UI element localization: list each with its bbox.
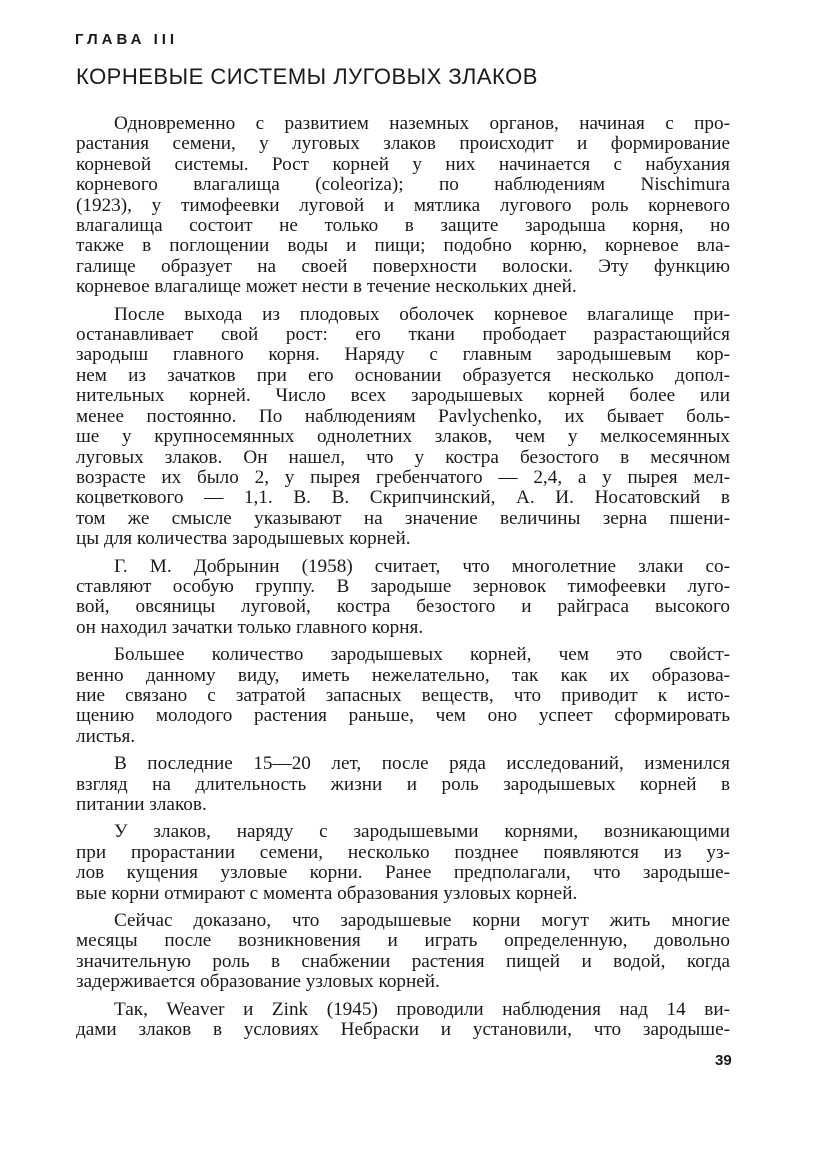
paragraph (76, 645, 730, 747)
text-line: нем из зачатков при его основании образуется несколько допол- (76, 364, 730, 386)
text-line: он находил зачатки только главного корня. (76, 616, 424, 638)
paragraph (76, 305, 730, 550)
text-line: После выхода из плодовых оболочек корневое влагалище при- (114, 303, 730, 325)
text-line: щению молодого растения раньше, чем оно успеет сформировать (76, 705, 730, 727)
text-line: Большее количество зародышевых корней, чем это свойст- (114, 644, 730, 666)
section-title: КОРНЕВЫЕ СИСТЕМЫ ЛУГОВЫХ ЗЛАКОВ (76, 64, 538, 89)
text-line: менее постоянно. По наблюдениям Pavlychenko, их бывает боль- (76, 405, 730, 427)
text-line: растания семени, у луговых злаков происходит и формирование (76, 133, 730, 155)
text-line: ставляют особую группу. В зародыше зерновок тимофеевки луго- (76, 575, 730, 597)
body-text (76, 114, 730, 1047)
paragraph (76, 1000, 730, 1041)
text-line: цы для количества зародышевых корней. (76, 528, 411, 550)
paragraph (76, 114, 730, 298)
text-line: зародыш главного корня. Наряду с главным зародышевым кор- (76, 344, 730, 366)
text-line: также в поглощении воды и пищи; подобно корню, корневое вла- (76, 235, 730, 257)
text-line: Сейчас доказано, что зародышевые корни могут жить многие (114, 910, 730, 932)
text-line: лов кущения узловые корни. Ранее предполагали, что зародыше- (76, 862, 730, 884)
text-line: Так, Weaver и Zink (1945) проводили наблюдения над 14 ви- (114, 998, 730, 1020)
text-line: дами злаков в условиях Небраски и установили, что зародыше- (76, 1019, 730, 1041)
text-line: том же смысле указывают на значение величины зерна пшени- (76, 507, 730, 529)
text-line: задерживается образование узловых корней. (76, 971, 440, 993)
text-line: корневой системы. Рост корней у них начинается с набухания (76, 153, 730, 175)
text-line: Одновременно с развитием наземных органов, начиная с про- (114, 113, 730, 134)
text-line: при прорастании семени, несколько позднее появляются из уз- (76, 841, 730, 863)
paragraph (76, 822, 730, 904)
paragraph (76, 911, 730, 993)
text-line: венно данному виду, иметь нежелательно, так как их образова- (76, 664, 730, 686)
text-line: корневое влагалище может нести в течение нескольких дней. (76, 276, 577, 298)
text-line: взгляд на длительность жизни и роль зародышевых корней в (76, 773, 730, 795)
text-line: галище образует на своей поверхности волоски. Эту функцию (76, 255, 730, 277)
paragraph (76, 754, 730, 815)
text-line: (1923), у тимофеевки луговой и мятлика лугового роль корневого (76, 194, 730, 216)
text-line: возрасте их было 2, у пырея гребенчатого — 2,4, а у пырея мел- (76, 466, 730, 488)
text-line: нительных корней. Число всех зародышевых корней более или (76, 385, 730, 407)
text-line: листья. (76, 725, 136, 747)
text-line: ние связано с затратой запасных веществ, что приводит к исто- (76, 684, 730, 706)
text-line: луговых злаков. Он нашел, что у костра безостого в месячном (76, 446, 730, 468)
text-line: значительную роль в снабжении растения пищей и водой, когда (76, 950, 730, 972)
text-line: останавливает свой рост: его ткани прободает разрастающийся (76, 324, 730, 346)
text-line: корневого влагалища (coleoriza); по наблюдениям Nischimura (76, 174, 730, 196)
paragraph (76, 557, 730, 639)
text-line: Г. М. Добрынин (1958) считает, что многолетние злаки со- (114, 555, 730, 577)
text-line: ше у крупносемянных однолетних злаков, чем у мелкосемянных (76, 426, 730, 448)
page-number: 39 (715, 1052, 732, 1069)
text-line: вые корни отмирают с момента образования узловых корней. (76, 882, 578, 904)
text-line: В последние 15—20 лет, после ряда исследований, изменился (114, 753, 730, 775)
text-line: вой, овсяницы луговой, костра безостого и райграса высокого (76, 596, 730, 618)
text-line: коцветкового — 1,1. В. В. Скрипчинский, А. И. Носатовский в (76, 487, 730, 509)
text-line: месяцы после возникновения и играть определенную, довольно (76, 930, 730, 952)
text-line: У злаков, наряду с зародышевыми корнями, возникающими (114, 821, 730, 843)
chapter-label: ГЛАВА III (75, 31, 179, 48)
text-line: влагалища состоит не только в защите зародыша корня, но (76, 215, 730, 237)
text-line: питании злаков. (76, 794, 207, 815)
